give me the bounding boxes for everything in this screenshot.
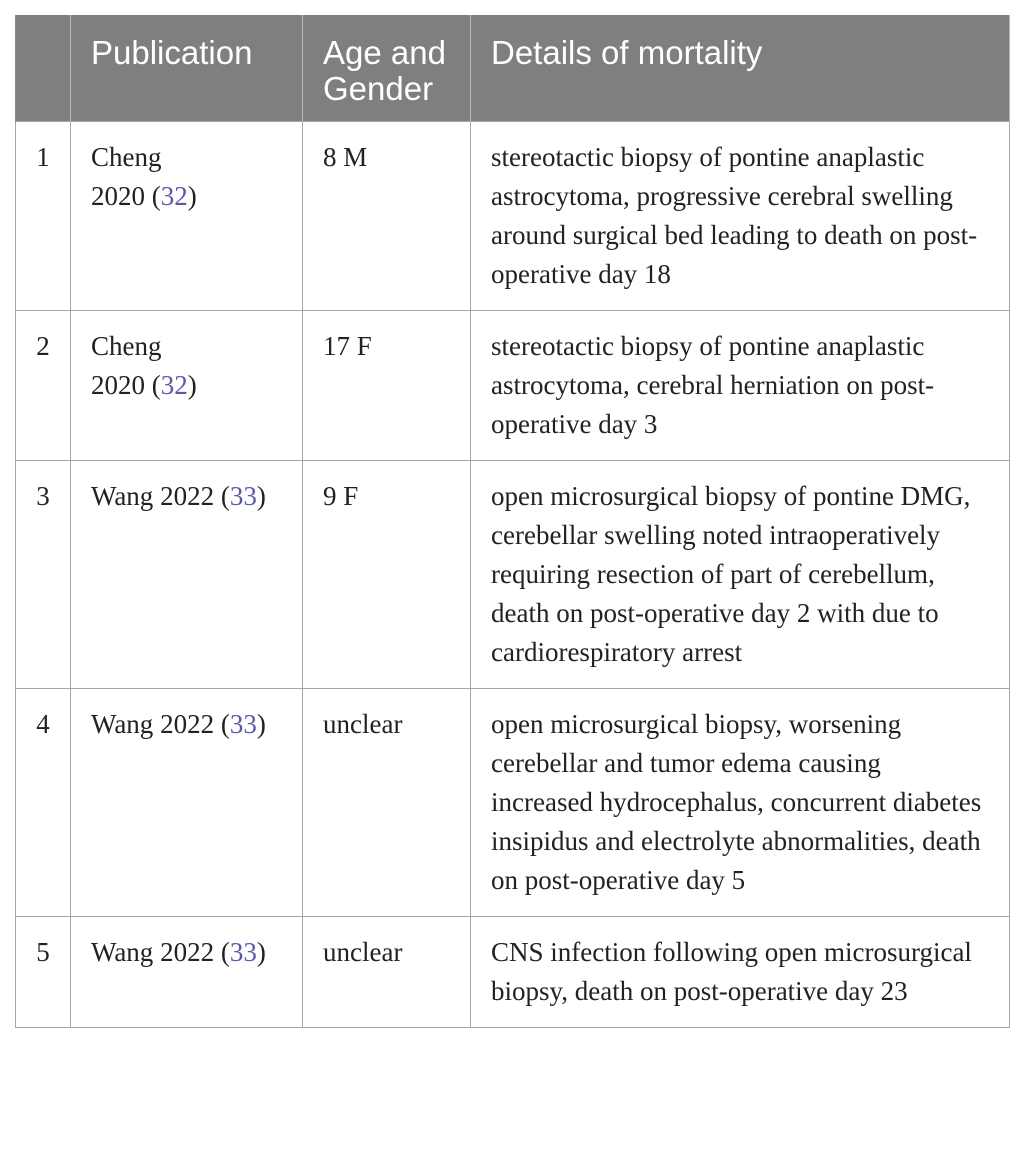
- publication-cell: Cheng 2020 (32): [71, 122, 303, 311]
- header-row: [16, 15, 1010, 122]
- publication-author: Wang: [91, 709, 154, 739]
- row-index: 4: [16, 689, 71, 917]
- publication-year: 2022: [160, 709, 215, 739]
- publication-author: Cheng: [91, 331, 162, 361]
- row-index: 5: [16, 917, 71, 1028]
- table-row: [16, 311, 1010, 461]
- publication-cell: Wang 2022 (33): [71, 917, 303, 1028]
- age-gender-cell: 8 M: [303, 122, 471, 311]
- publication-author: Wang: [91, 937, 154, 967]
- age-gender-cell: 9 F: [303, 461, 471, 689]
- details-cell: stereotactic biopsy of pontine anaplastic astrocytoma, progressive cerebral swelling around surgical bed leading to death on post-operative day 18: [471, 122, 1010, 311]
- publication-year: 2020: [91, 181, 145, 211]
- details-cell: open microsurgical biopsy of pontine DMG, cerebellar swelling noted intraoperatively requiring resection of part of cerebellum, death on post-operative day 2 with due to cardiorespiratory arrest: [471, 461, 1010, 689]
- publication-year: 2022: [160, 937, 215, 967]
- publication-cell: Cheng 2020 (32): [71, 311, 303, 461]
- header-details: Details of mortality: [471, 15, 1010, 122]
- publication-author: Cheng: [91, 142, 162, 172]
- publication-year: 2022: [160, 481, 215, 511]
- row-index: 3: [16, 461, 71, 689]
- publication-cell: Wang 2022 (33): [71, 689, 303, 917]
- reference-link[interactable]: 33: [229, 937, 257, 967]
- publication-author: Wang: [91, 481, 154, 511]
- table-row: [16, 461, 1010, 689]
- reference-link[interactable]: 32: [160, 181, 188, 211]
- age-gender-cell: unclear: [303, 689, 471, 917]
- age-gender-cell: 17 F: [303, 311, 471, 461]
- header-index: [16, 15, 71, 122]
- row-index: 1: [16, 122, 71, 311]
- table-row: [16, 689, 1010, 917]
- details-cell: open microsurgical biopsy, worsening cerebellar and tumor edema causing increased hydrocephalus, concurrent diabetes insipidus and electrolyte abnormalities, death on post-operative day 5: [471, 689, 1010, 917]
- age-gender-cell: unclear: [303, 917, 471, 1028]
- header-age-gender: Age and Gender: [303, 15, 471, 122]
- details-cell: CNS infection following open microsurgical biopsy, death on post-operative day 23: [471, 917, 1010, 1028]
- publication-year: 2020: [91, 370, 145, 400]
- row-index: 2: [16, 311, 71, 461]
- table-row: [16, 917, 1010, 1028]
- publication-cell: Wang 2022 (33): [71, 461, 303, 689]
- reference-link[interactable]: 33: [229, 481, 257, 511]
- table-row: [16, 122, 1010, 311]
- mortality-table: [15, 15, 1010, 1028]
- reference-link[interactable]: 33: [229, 709, 257, 739]
- header-publication: Publication: [71, 15, 303, 122]
- details-cell: stereotactic biopsy of pontine anaplastic astrocytoma, cerebral herniation on post-operative day 3: [471, 311, 1010, 461]
- reference-link[interactable]: 32: [160, 370, 188, 400]
